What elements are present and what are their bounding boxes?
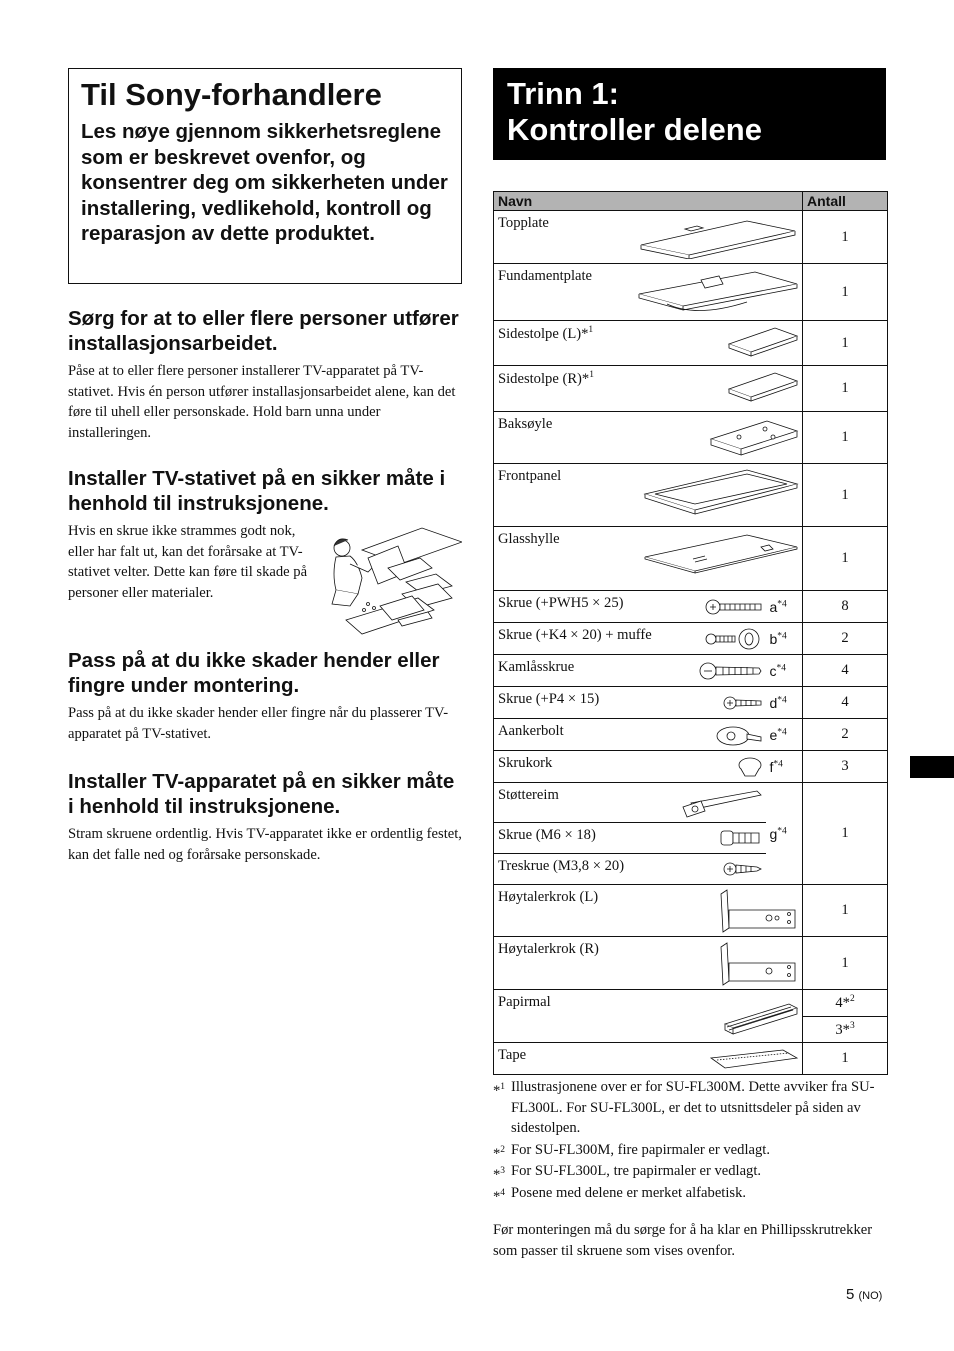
section-body: Påse at to eller flere personer installerer TV-apparatet på TV-stativet. Hvis én person utfører installasjonsarbeidet alene, kan det føre til uhell eller personskade. Hold barn unna under installeringen. — [68, 363, 456, 441]
side-post-right-icon — [727, 371, 799, 407]
section-install-tv — [68, 769, 462, 865]
part-cell — [494, 854, 766, 885]
part-qty: 1 — [803, 527, 888, 591]
table-row — [494, 412, 888, 464]
closing-text: Før monteringen må du sørge for å ha klar en Phillipsskrutrekker som passer til skruene som vises ovenfor. — [493, 1222, 873, 1259]
part-cell — [494, 1043, 803, 1075]
section-two-persons — [68, 306, 462, 443]
table-row — [494, 687, 888, 719]
part-cell — [494, 783, 766, 823]
part-cell — [494, 321, 803, 366]
step-header — [493, 68, 886, 160]
part-name: Topplate — [498, 215, 549, 231]
footnotes — [493, 1077, 887, 1276]
footnote: *$^1$ Illustrasjonene over er for SU-FL300M. Dette avviker fra SU-FL300L. For SU-FL300L, er det to utsnittsdeler på siden av sidestolpen. — [493, 1079, 875, 1136]
table-row — [494, 885, 888, 937]
table-row — [494, 591, 888, 623]
part-letter: $d^{*4}$ — [766, 687, 803, 719]
wood-screw-icon — [723, 859, 763, 879]
dealer-text: Les nøye gjennom sikkerhetsreglene som er beskrevet ovenfor, og konsentrer deg om sikkerheten under installering, vedlikehold, kontroll og reparasjon av dette produktet. — [81, 120, 448, 245]
part-qty: 4 — [803, 655, 888, 687]
footnote: *$^3$ For SU-FL300L, tre papirmaler er vedlagt. — [493, 1163, 762, 1183]
part-cell — [494, 527, 803, 591]
part-cell — [494, 264, 803, 321]
worker-assembling-illustration — [328, 524, 462, 640]
section-heading: Installer TV-stativet på en sikker måte i henhold til instruksjonene. — [68, 467, 446, 515]
part-cell — [494, 885, 803, 937]
section-body: Hvis en skrue ikke strammes godt nok, eller har falt ut, kan det forårsake at TV-stativet velter. Dette kan føre til skade på personer eller materialer. — [68, 523, 308, 601]
table-row — [494, 211, 888, 264]
table-row — [494, 264, 888, 321]
part-name: Kamlåsskrue — [498, 659, 575, 675]
side-post-left-icon — [727, 326, 799, 362]
section-heading: Sørg for at to eller flere personer utfører installasjonsarbeidet. — [68, 307, 459, 355]
part-name: Baksøyle — [498, 416, 553, 432]
table-row — [494, 321, 888, 366]
part-name: Høytalerkrok (R) — [498, 941, 599, 957]
part-name: Høytalerkrok (L) — [498, 889, 599, 905]
part-cell — [494, 687, 766, 719]
part-cell — [494, 464, 803, 527]
glass-shelf-icon — [643, 531, 799, 587]
part-qty: 1 — [803, 366, 888, 412]
part-cell — [494, 990, 803, 1043]
tape-icon — [709, 1048, 799, 1070]
part-name: Fundamentplate — [498, 268, 593, 284]
part-letter: $a^{*4}$ — [766, 591, 803, 623]
top-plate-icon — [639, 215, 799, 259]
anchor-bolt-icon — [715, 724, 763, 748]
part-name: Støttereim — [498, 787, 559, 803]
screw-cap-icon — [737, 756, 763, 778]
part-cell — [494, 937, 803, 990]
part-name: Skrue (+K4 × 20) + muffe — [498, 627, 652, 643]
dealer-title: Til Sony-forhandlere — [81, 77, 382, 112]
language-side-tab — [910, 756, 954, 778]
part-name: Aankerbolt — [498, 723, 564, 739]
part-name: Treskrue (M3,8 × 20) — [498, 858, 625, 874]
part-qty: 1 — [803, 464, 888, 527]
part-qty: 4*$^2$ — [803, 990, 888, 1017]
part-name: Skrue (M6 × 18) — [498, 827, 596, 843]
table-row — [494, 719, 888, 751]
part-qty: 4 — [803, 687, 888, 719]
part-cell — [494, 412, 803, 464]
speaker-hook-right-icon — [719, 941, 799, 987]
table-row — [494, 751, 888, 783]
part-cell — [494, 591, 766, 623]
table-row — [494, 1043, 888, 1075]
part-cell — [494, 823, 766, 854]
table-row — [494, 623, 888, 655]
footnote: *$^2$ For SU-FL300M, fire papirmaler er vedlagt. — [493, 1141, 770, 1162]
part-qty: 1 — [803, 1043, 888, 1075]
support-strap-icon — [681, 787, 763, 819]
part-qty: 1 — [803, 321, 888, 366]
step-title-line1: Trinn 1: — [507, 76, 619, 111]
part-name: Skrue (+P4 × 15) — [498, 691, 600, 707]
table-row — [494, 937, 888, 990]
part-qty: 1 — [803, 211, 888, 264]
table-header-row — [494, 192, 888, 211]
part-cell — [494, 623, 766, 655]
screw-b-with-sleeve-icon — [705, 628, 763, 650]
part-qty: 1 — [803, 937, 888, 990]
cam-lock-screw-icon — [699, 660, 763, 682]
part-cell — [494, 211, 803, 264]
back-column-icon — [709, 417, 799, 459]
part-qty: 1 — [803, 412, 888, 464]
part-name: Sidestolpe (L)*$^1$ — [498, 325, 594, 342]
part-name: Skrue (+PWH5 × 25) — [498, 595, 624, 611]
part-letter: $g^{*4}$ — [766, 783, 803, 885]
table-row — [494, 464, 888, 527]
table-row — [494, 366, 888, 412]
part-cell — [494, 719, 766, 751]
part-cell — [494, 655, 766, 687]
header-name: Navn — [494, 192, 803, 211]
dealer-notice-box — [68, 68, 462, 284]
step-title-line2: Kontroller delene — [507, 112, 762, 147]
base-plate-icon — [637, 268, 799, 318]
front-panel-icon — [643, 468, 799, 524]
section-body: Stram skruene ordentlig. Hvis TV-apparatet ikke er ordentlig festet, kan det falle ned og forårsake personskade. — [68, 826, 462, 863]
part-qty: 1 — [803, 783, 888, 885]
part-qty: 3*$^3$ — [803, 1017, 888, 1043]
part-letter: $f^{*4}$ — [766, 751, 803, 783]
part-qty: 1 — [803, 885, 888, 937]
page-number: 5 (NO) — [846, 1286, 883, 1303]
screw-d-icon — [723, 694, 763, 712]
part-letter: $e^{*4}$ — [766, 719, 803, 751]
part-qty: 3 — [803, 751, 888, 783]
table-row — [494, 655, 888, 687]
part-name: Tape — [498, 1047, 527, 1063]
part-letter: $c^{*4}$ — [766, 655, 803, 687]
table-row — [494, 527, 888, 591]
section-heading: Installer TV-apparatet på en sikker måte i henhold til instruksjonene. — [68, 770, 455, 818]
part-cell — [494, 366, 803, 412]
part-name: Glasshylle — [498, 531, 560, 547]
part-name: Sidestolpe (R)*$^1$ — [498, 370, 594, 387]
parts-table — [493, 191, 888, 1075]
part-qty: 2 — [803, 623, 888, 655]
part-qty: 1 — [803, 264, 888, 321]
part-name: Papirmal — [498, 994, 551, 1010]
part-letter: $b^{*4}$ — [766, 623, 803, 655]
header-qty: Antall — [803, 192, 888, 211]
part-qty: 2 — [803, 719, 888, 751]
speaker-hook-left-icon — [719, 888, 799, 934]
part-name: Skrukork — [498, 755, 553, 771]
paper-template-icon — [723, 1002, 799, 1036]
section-heading: Pass på at du ikke skader hender eller fingre under montering. — [68, 649, 440, 697]
footnote: *$^4$ Posene med delene er merket alfabetisk. — [493, 1184, 747, 1205]
part-name: Frontpanel — [498, 468, 562, 484]
screw-m6-icon — [719, 828, 763, 848]
table-row — [494, 783, 888, 823]
screw-a-icon — [705, 597, 763, 617]
part-cell — [494, 751, 766, 783]
part-qty: 8 — [803, 591, 888, 623]
section-body: Pass på at du ikke skader hender eller fingre når du plasserer TV-apparatet på TV-stativet. — [68, 705, 449, 742]
section-hands-fingers — [68, 648, 462, 744]
table-row — [494, 990, 888, 1017]
